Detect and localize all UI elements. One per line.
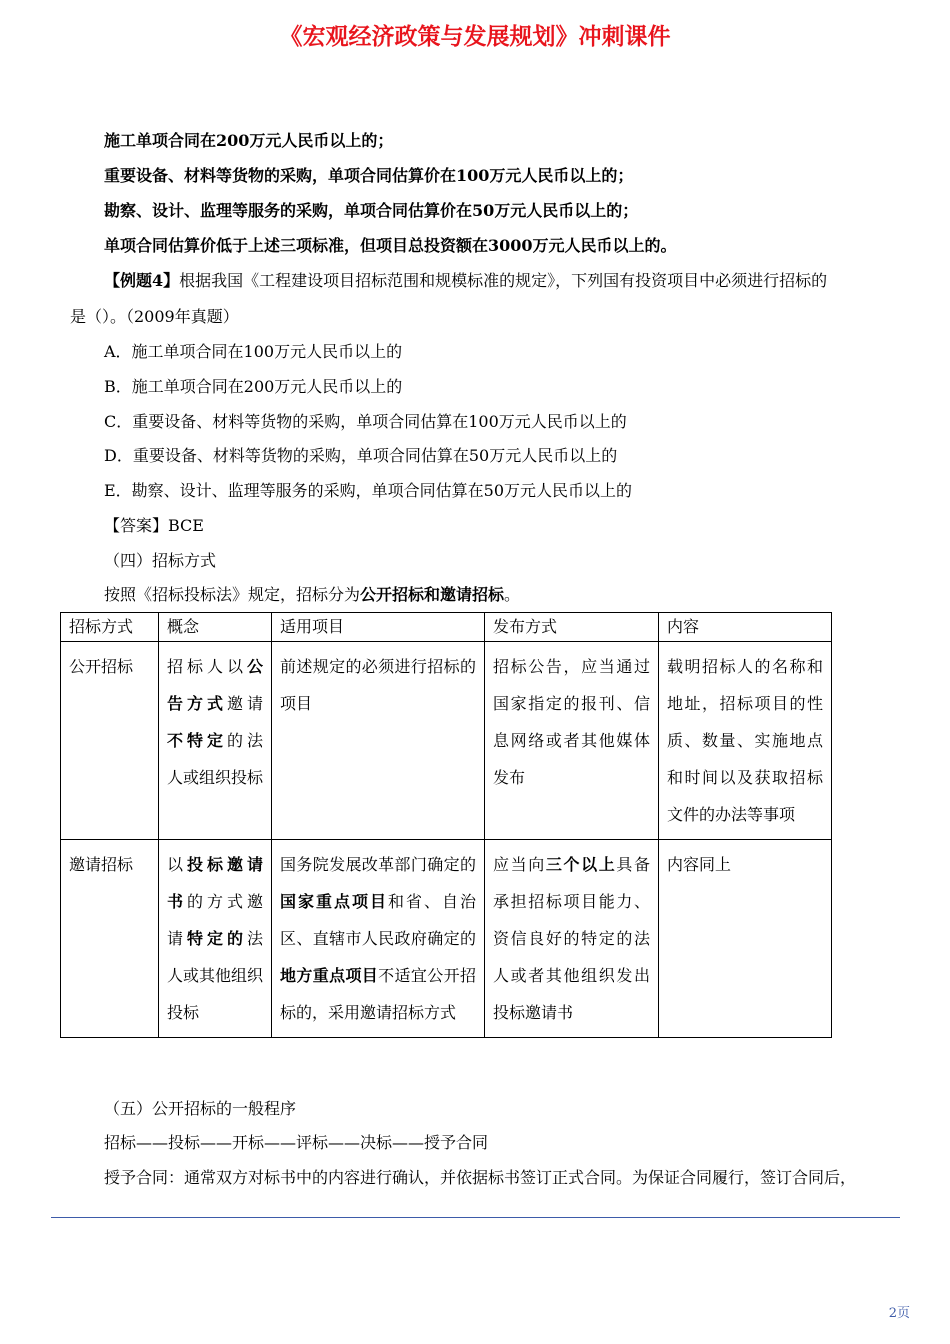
open-concept-a: 招标人以 [167, 657, 247, 676]
invite-scope-b: 国家重点项目 [280, 892, 388, 911]
invite-content: 内容同上 [659, 840, 832, 1038]
example-text: 根据我国《工程建设项目招标范围和规模标准的规定》，下列国有投资项目中必须进行招标的 [179, 271, 828, 290]
open-concept-d: 不特定 [167, 731, 227, 750]
intro-pre: 按照《招标投标法》规定，招标分为 [104, 585, 361, 604]
table-row-invite [61, 840, 832, 1038]
intro-post: 。 [504, 585, 521, 604]
bidding-methods-table [60, 612, 832, 1038]
invite-concept-b: 投标邀请书 [167, 855, 263, 911]
example-question [104, 268, 827, 291]
option-a: A．施工单项合同在100万元人民币以上的 [104, 342, 403, 361]
example-question-cont: 是（）。（2009年真题） [70, 307, 239, 326]
option-e: E．勘察、设计、监理等服务的采购，单项合同估算在50万元人民币以上的 [104, 481, 633, 500]
open-concept-e: 的法人或组织投标 [167, 731, 264, 787]
invite-scope-a: 国务院发展改革部门确定的 [280, 855, 476, 874]
section-5-heading: （五）公开招标的一般程序 [104, 1099, 297, 1118]
open-concept-b: 公告方式 [167, 657, 263, 713]
invite-scope-d: 地方重点项目 [280, 966, 379, 985]
invite-publish-a: 应当向 [493, 855, 546, 874]
open-scope: 前述规定的必须进行招标的项目 [272, 642, 485, 840]
section-4-intro [104, 582, 520, 605]
invite-scope-e: 不适宜公开招标的，采用邀请招标方式 [280, 966, 476, 1022]
invite-method: 邀请招标 [61, 840, 159, 1038]
invite-concept-d: 特定的 [187, 929, 247, 948]
section-4-heading: （四）招标方式 [104, 551, 217, 570]
open-method: 公开招标 [61, 642, 159, 840]
page-title: 《宏观经济政策与发展规划》冲刺课件 [279, 23, 671, 50]
criterion-4: 单项合同估算价低于上述三项标准，但项目总投资额在3000万元人民币以上的。 [104, 236, 677, 255]
intro-bold: 公开招标和邀请招标 [360, 585, 505, 604]
open-concept [159, 642, 272, 840]
invite-concept-c: 的方式邀请 [167, 892, 263, 948]
page-number: 2页 [888, 1306, 910, 1321]
criterion-3: 勘察、设计、监理等服务的采购，单项合同估算价在50万元人民币以上的； [104, 201, 639, 220]
header-publish: 发布方式 [485, 613, 659, 642]
header-method: 招标方式 [61, 613, 159, 642]
footer-divider [51, 1217, 900, 1218]
header-content: 内容 [659, 613, 832, 642]
invite-concept-e: 法人或其他组织投标 [167, 929, 264, 1022]
invite-scope [272, 840, 485, 1038]
invite-scope-c: 和省、自治区、直辖市人民政府确定的 [280, 892, 476, 948]
table-row-open [61, 642, 832, 840]
table-header-row [61, 613, 832, 642]
example-label: 【例题4】 [104, 271, 180, 290]
open-publish: 招标公告，应当通过国家指定的报刊、信息网络或者其他媒体发布 [485, 642, 659, 840]
header-concept: 概念 [159, 613, 272, 642]
open-concept-c: 邀请 [226, 694, 263, 713]
criterion-2: 重要设备、材料等货物的采购，单项合同估算价在100万元人民币以上的； [104, 166, 634, 185]
invite-publish-b: 三个以上 [545, 855, 617, 874]
invite-publish-c: 具备承担招标项目能力、资信良好的特定的法人或者其他组织发出投标邀请书 [493, 855, 650, 1022]
criterion-1: 施工单项合同在200万元人民币以上的； [104, 131, 394, 150]
option-d: D．重要设备、材料等货物的采购，单项合同估算在50万元人民币以上的 [104, 446, 618, 465]
option-c: C．重要设备、材料等货物的采购，单项合同估算在100万元人民币以上的 [104, 412, 627, 431]
open-content: 载明招标人的名称和地址，招标项目的性质、数量、实施地点和时间以及获取招标文件的办法等事项 [659, 642, 832, 840]
header-scope: 适用项目 [272, 613, 485, 642]
award-contract-text: 授予合同：通常双方对标书中的内容进行确认，并依据标书签订正式合同。为保证合同履行，签订合同后， [104, 1168, 857, 1187]
invite-concept-a: 以 [167, 855, 187, 874]
invite-concept [159, 840, 272, 1038]
procedure-flow: 招标——投标——开标——评标——决标——授予合同 [104, 1133, 489, 1152]
invite-publish [485, 840, 659, 1038]
answer: 【答案】BCE [104, 516, 204, 535]
option-b: B．施工单项合同在200万元人民币以上的 [104, 377, 403, 396]
